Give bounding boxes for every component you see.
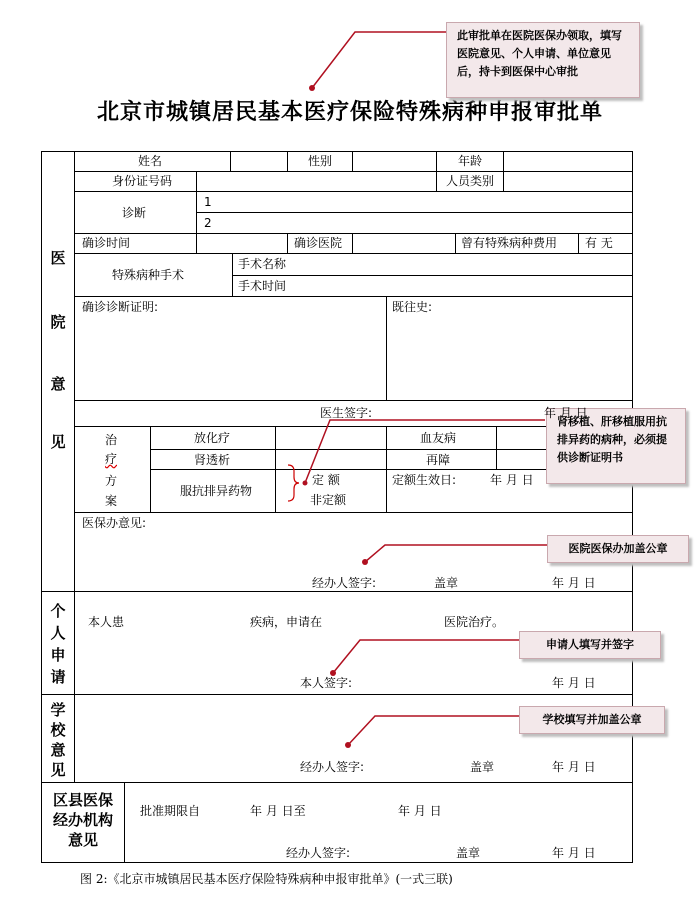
label-fixed-ymd: 年 月 日 [490, 473, 534, 487]
section-personal: 个 人 申 请 [50, 602, 66, 686]
label-surgery-time: 手术时间 [238, 279, 287, 293]
label-diag-proof: 确诊诊断证明: [82, 300, 159, 314]
page-title: 北京市城镇居民基本医疗保险特殊病种申报审批单 [96, 99, 603, 125]
section-hospital-2: 院 [50, 313, 66, 331]
label-surgery-name: 手术名称 [238, 257, 287, 271]
label-treat-4: 案 [105, 494, 118, 508]
label-self-sign: 本人签字: [300, 676, 353, 690]
label-personnel-type: 人员类别 [446, 174, 495, 188]
section-hospital-1: 医 [50, 249, 66, 267]
label-insurance-opinion: 医保办意见: [82, 516, 147, 530]
note-applicant: 申请人填写并签字 [519, 631, 661, 659]
label-antirejection: 服抗排异药物 [180, 484, 253, 498]
note-top: 此审批单在医院医保办领取，填写医院意见、个人申请、单位意见后，持卡到医保中心审批 [446, 22, 640, 98]
label-yes-no: 有 无 [585, 236, 613, 250]
label-id-number: 身份证号码 [112, 174, 173, 188]
label-diag-2: 2 [204, 216, 212, 230]
label-period-to: 年 月 日 [398, 804, 442, 818]
label-diagnosis: 诊断 [122, 206, 147, 220]
label-hemophilia: 血友病 [420, 431, 457, 445]
label-gender: 性别 [308, 154, 333, 168]
label-applicant-hospital: 医院治疗。 [444, 615, 505, 629]
label-date-3: 年 月 日 [552, 760, 596, 774]
label-seal-2: 盖章 [470, 760, 495, 774]
label-applicant-suffer: 本人患 [88, 615, 125, 629]
label-fixed-date: 定额生效日: [392, 473, 457, 487]
label-surgery: 特殊病种手术 [112, 268, 185, 282]
label-fixed: 定 额 [312, 473, 340, 487]
label-doctor-date: 年 月 日 [544, 406, 588, 420]
label-seal-3: 盖章 [456, 846, 481, 860]
label-treat-2: 疗 [105, 452, 118, 466]
label-approval-period: 批准期限自 [140, 804, 201, 818]
label-doctor-sign: 医生签字: [320, 406, 373, 420]
label-history: 既往史: [392, 300, 433, 314]
label-confirm-hospital: 确诊医院 [294, 236, 343, 250]
label-diag-1: 1 [204, 195, 212, 209]
label-handler-sign-3: 经办人签字: [286, 846, 351, 860]
label-name: 姓名 [138, 154, 163, 168]
label-treat-3: 方 [105, 474, 118, 488]
label-date-2: 年 月 日 [552, 676, 596, 690]
label-date-4: 年 月 日 [552, 846, 596, 860]
label-chemo: 放化疗 [194, 431, 231, 445]
figure-caption: 图 2:《北京市城镇居民基本医疗保险特殊病种申报审批单》(一式三联) [80, 872, 453, 886]
label-seal-1: 盖章 [434, 576, 459, 590]
label-had-costs: 曾有特殊病种费用 [461, 236, 558, 250]
label-confirm-time: 确诊时间 [82, 236, 131, 250]
section-hospital-3: 意 [50, 375, 66, 393]
note-school: 学校填写并加盖公章 [519, 706, 665, 734]
section-hospital-4: 见 [50, 433, 66, 451]
label-nonfixed: 非定额 [310, 493, 347, 507]
label-handler-sign-2: 经办人签字: [300, 760, 365, 774]
label-period-from: 年 月 日至 [250, 804, 306, 818]
label-handler-sign-1: 经办人签字: [312, 576, 377, 590]
note-hospital-seal: 医院医保办加盖公章 [547, 535, 689, 563]
label-date-1: 年 月 日 [552, 576, 596, 590]
label-aplastic: 再障 [426, 453, 451, 467]
section-district: 区县医保 经办机构 意见 [52, 791, 113, 849]
section-school: 学 校 意 见 [50, 701, 66, 779]
label-applicant-disease: 疾病，申请在 [250, 615, 323, 629]
label-dialysis: 肾透析 [194, 453, 231, 467]
label-age: 年龄 [458, 154, 483, 168]
label-treat-1: 治 [105, 433, 118, 447]
note-transplant: 肾移植、肝移植服用抗排异药的病种，必须提供诊断证明书 [546, 408, 686, 484]
